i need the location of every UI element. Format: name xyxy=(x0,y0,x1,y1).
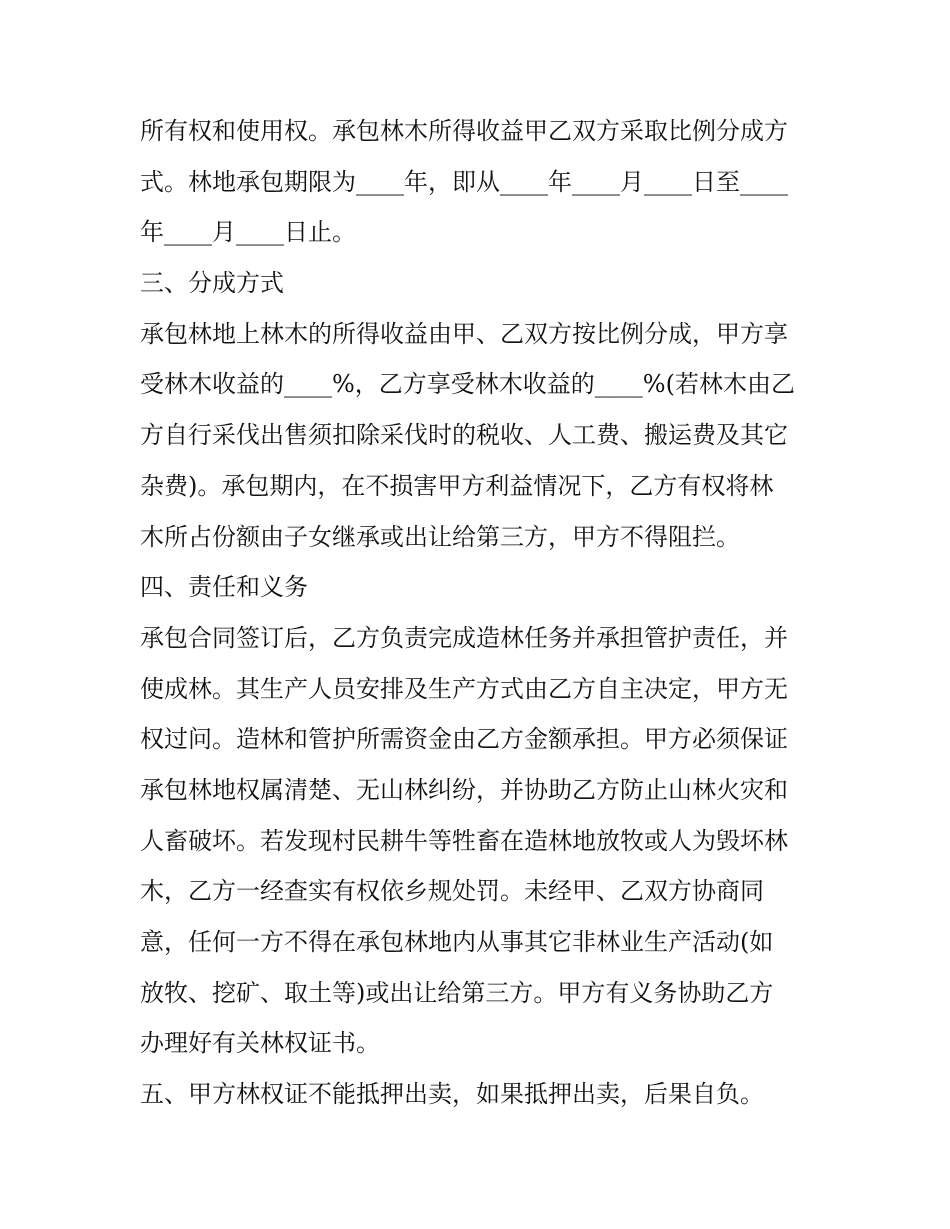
text-line: 方自行采伐出售须扣除采伐时的税收、人工费、搬运费及其它 xyxy=(140,421,788,450)
text-line: 承包合同签订后，乙方负责完成造林任务并承担管护责任，并 xyxy=(140,623,788,652)
section-heading: 三、分成方式 xyxy=(140,269,284,298)
text-line: 人畜破坏。若发现村民耕牛等牲畜在造林地放牧或人为毁坏林 xyxy=(140,826,788,855)
section-heading: 四、责任和义务 xyxy=(140,573,308,602)
text-line: 承包林地权属清楚、无山林纠纷，并协助乙方防止山林火灾和 xyxy=(140,775,788,804)
text-line: 承包林地上林木的所得收益由甲、乙双方按比例分成，甲方享 xyxy=(140,319,788,348)
text-line: 式。林地承包期限为____年，即从____年____月____日至____ xyxy=(140,167,788,196)
text-line: 木，乙方一经查实有权依乡规处罚。未经甲、乙双方协商同 xyxy=(140,877,764,906)
text-line: 权过问。造林和管护所需资金由乙方金额承担。甲方必须保证 xyxy=(140,725,788,754)
text-line: 年____月____日止。 xyxy=(140,218,356,247)
text-line: 办理好有关林权证书。 xyxy=(140,1029,380,1058)
section-heading: 五、甲方林权证不能抵押出卖，如果抵押出卖，后果自负。 xyxy=(140,1080,764,1109)
text-line: 杂费)。承包期内，在不损害甲方利益情况下，乙方有权将林 xyxy=(140,471,774,500)
text-line: 木所占份额由子女继承或出让给第三方，甲方不得阻拦。 xyxy=(140,522,740,551)
text-line: 意，任何一方不得在承包林地内从事其它非林业生产活动(如 xyxy=(140,928,774,956)
text-line: 所有权和使用权。承包林木所得收益甲乙双方采取比例分成方 xyxy=(140,117,788,145)
contract-text xyxy=(140,106,820,1120)
text-line: 放牧、挖矿、取土等)或出让给第三方。甲方有义务协助乙方 xyxy=(140,978,774,1007)
text-line: 受林木收益的____%，乙方享受林木收益的____%(若林木由乙 xyxy=(140,370,795,399)
text-line: 使成林。其生产人员安排及生产方式由乙方自主决定，甲方无 xyxy=(140,674,788,703)
